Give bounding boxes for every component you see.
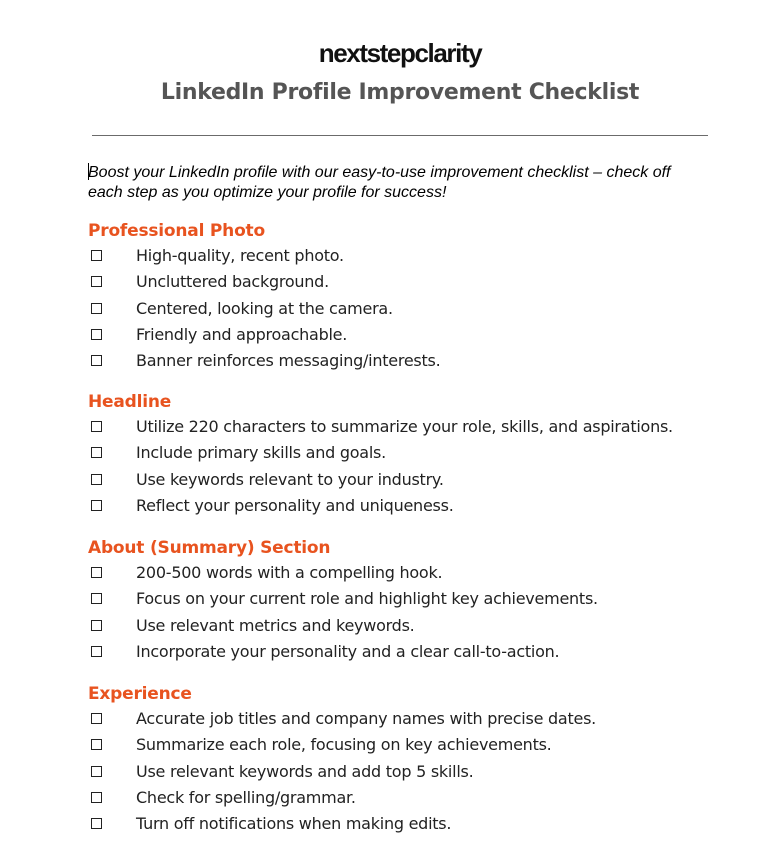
checklist-item <box>88 812 748 838</box>
checklist <box>88 561 748 666</box>
checklist-item-text: High-quality, recent photo. <box>136 246 344 265</box>
checklist-item-text: Centered, looking at the camera. <box>136 298 393 318</box>
checklist-item-text: 200-500 words with a compelling hook. <box>136 563 443 582</box>
checklist-item-text: Accurate job titles and company names with precise dates. <box>136 709 596 728</box>
checkbox[interactable] <box>91 646 102 657</box>
section-heading: Professional Photo <box>88 221 265 241</box>
checklist-item <box>88 494 748 520</box>
checklist-item-text: Summarize each role, focusing on key achievements. <box>136 735 552 755</box>
checklist <box>88 415 748 520</box>
checklist-item <box>88 587 748 613</box>
checklist-item-text: Use keywords relevant to your industry. <box>136 469 444 489</box>
checklist-item-text: Banner reinforces messaging/interests. <box>136 351 441 371</box>
intro-paragraph[interactable] <box>88 163 708 203</box>
checkbox[interactable] <box>91 500 102 511</box>
checklist-item-text: Focus on your current role and highlight key achievements. <box>136 589 598 609</box>
section-heading: Experience <box>88 684 192 704</box>
checkbox[interactable] <box>91 421 102 432</box>
checklist-item <box>88 297 748 323</box>
checklist-item <box>88 614 748 640</box>
intro-text: Boost your LinkedIn profile with our easy-to-use improvement checklist – check off each step as you optimize your profile for success! <box>88 164 671 201</box>
checklist-item-text: Incorporate your personality and a clear call-to-action. <box>136 641 560 661</box>
checkbox[interactable] <box>91 250 102 261</box>
checkbox[interactable] <box>91 355 102 366</box>
title-divider <box>92 135 708 136</box>
checklist-item <box>88 733 748 759</box>
checkbox[interactable] <box>91 739 102 750</box>
section-headline <box>88 391 748 520</box>
checklist-item <box>88 349 748 375</box>
checkbox[interactable] <box>91 329 102 340</box>
checklist-item-text: Check for spelling/grammar. <box>136 787 356 807</box>
checklist-item <box>88 468 748 494</box>
section-experience <box>88 683 748 838</box>
page-title: LinkedIn Profile Improvement Checklist <box>160 80 640 105</box>
checklist-item <box>88 561 748 587</box>
section-about-summary <box>88 537 748 666</box>
checklist-item <box>88 323 748 349</box>
checklist-item <box>88 786 748 812</box>
checkbox[interactable] <box>91 474 102 485</box>
checkbox[interactable] <box>91 792 102 803</box>
checklist-item <box>88 707 748 733</box>
checklist-item-text: Uncluttered background. <box>136 272 329 292</box>
checkbox[interactable] <box>91 818 102 829</box>
checklist-item-text: Use relevant metrics and keywords. <box>136 615 415 635</box>
checklist-item-text: Use relevant keywords and add top 5 skills. <box>136 761 474 781</box>
checklist-item <box>88 441 748 467</box>
checklist-item-text: Friendly and approachable. <box>136 324 348 344</box>
checkbox[interactable] <box>91 766 102 777</box>
checkbox[interactable] <box>91 713 102 724</box>
checkbox[interactable] <box>91 447 102 458</box>
checkbox[interactable] <box>91 620 102 631</box>
checklist-item <box>88 415 748 441</box>
checklist-item <box>88 640 748 666</box>
checkbox[interactable] <box>91 567 102 578</box>
checklist-item <box>88 760 748 786</box>
checklist-item <box>88 270 748 296</box>
checklist-item-text: Include primary skills and goals. <box>136 443 386 463</box>
checklist-item-text: Utilize 220 characters to summarize your role, skills, and aspirations. <box>136 417 673 436</box>
checklist-item-text: Reflect your personality and uniqueness. <box>136 495 454 515</box>
checkbox[interactable] <box>91 303 102 314</box>
checklist-item <box>88 244 748 270</box>
section-professional-photo <box>88 220 748 375</box>
checklist <box>88 244 748 375</box>
brand-logo: nextstepclarity <box>318 38 482 68</box>
section-heading: About (Summary) Section <box>88 538 331 558</box>
checkbox[interactable] <box>91 593 102 604</box>
checkbox[interactable] <box>91 276 102 287</box>
section-heading: Headline <box>88 392 172 412</box>
checklist <box>88 707 748 838</box>
checklist-item-text: Turn off notifications when making edits. <box>136 814 452 834</box>
